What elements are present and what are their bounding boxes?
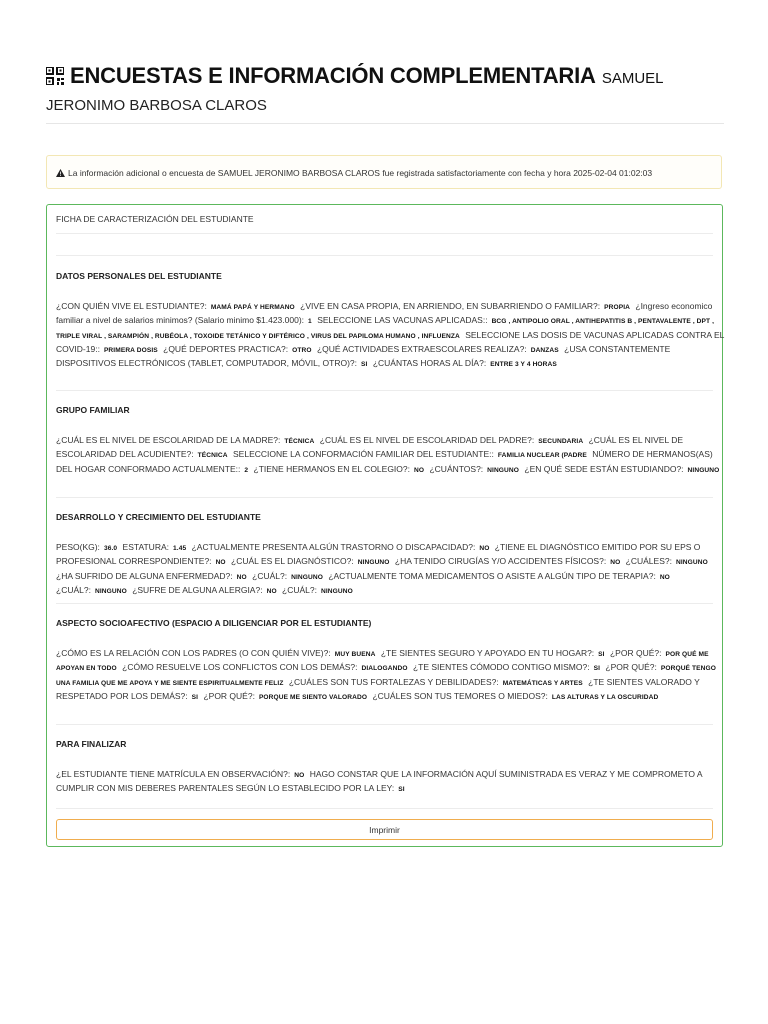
section-desarrollo [56, 512, 726, 598]
answer-value: 1.45 [173, 545, 187, 552]
question-label: ¿TE SIENTES CÓMODO CONTIGO MISMO?: [412, 662, 590, 673]
answer-value: NINGUNO [94, 587, 127, 595]
answer-value: NO [479, 545, 490, 552]
alert-text: La información adicional o encuesta de SAMUEL JERONIMO BARBOSA CLAROS fue registrada satisfactoriamente con fecha y hora 2025-02-04 01:02:03 [68, 168, 653, 178]
question-label: NÚMERO DE HERMANOS(AS) DEL HOGAR CONFORMADO ACTUALMENTE:: [56, 449, 713, 474]
answer-value: SECUNDARIA [538, 438, 584, 445]
answer-value: LAS ALTURAS Y LA OSCURIDAD [551, 693, 659, 701]
answer-value: NINGUNO [487, 466, 519, 474]
question-label: ¿CUÁNTAS HORAS AL DÍA?: [372, 358, 487, 369]
question-label: ¿CUÁNTOS?: [429, 463, 484, 474]
divider [56, 255, 713, 256]
answer-value: OTRO [292, 346, 312, 354]
answer-value: NO [266, 587, 277, 595]
question-label: SELECCIONE LAS VACUNAS APLICADAS:: [317, 315, 488, 326]
card-title: FICHA DE CARACTERIZACIÓN DEL ESTUDIANTE [56, 214, 254, 224]
student-name-part2: JERONIMO BARBOSA CLAROS [46, 97, 267, 114]
section-title: ASPECTO SOCIOAFECTIVO (ESPACIO A DILIGENCIAR POR EL ESTUDIANTE) [56, 618, 372, 628]
answer-value: NINGUNO [675, 559, 708, 567]
section-title: GRUPO FAMILIAR [56, 405, 130, 415]
answer-value: NO [215, 559, 226, 567]
answer-value: SI [191, 693, 199, 701]
answer-value: NO [294, 772, 305, 779]
success-alert [46, 155, 722, 189]
title-text: ENCUESTAS E INFORMACIÓN COMPLEMENTARIA [70, 63, 596, 88]
question-label: ¿EL ESTUDIANTE TIENE MATRÍCULA EN OBSERVACIÓN?: [56, 769, 291, 779]
answer-value: MUY BUENA [334, 651, 376, 658]
answer-value: SI [593, 665, 601, 673]
question-label: ¿CÓMO ES LA RELACIÓN CON LOS PADRES (O CON QUIÉN VIVE)?: [56, 648, 331, 658]
question-label: ¿SUFRE DE ALGUNA ALERGIA?: [132, 584, 263, 595]
answer-value: PORQUE ME SIENTO VALORADO [258, 693, 368, 701]
divider [56, 497, 713, 498]
question-label: ESTATURA: [122, 542, 169, 552]
answer-value: NINGUNO [291, 573, 323, 581]
answer-value: NINGUNO [687, 466, 720, 474]
warning-icon [56, 157, 65, 191]
question-label: ¿VIVE EN CASA PROPIA, EN ARRIENDO, EN SUBARRIENDO O FAMILIAR?: [300, 301, 601, 311]
answer-value: SI [398, 786, 405, 794]
answer-value: PRIMERA DOSIS [103, 346, 158, 354]
answer-value: 36.0 [103, 545, 118, 552]
question-label: ¿CÓMO RESUELVE LOS CONFLICTOS CON LOS DEMÁS?: [122, 662, 358, 673]
question-label: ¿QUÉ ACTIVIDADES EXTRAESCOLARES REALIZA?: [316, 343, 527, 354]
question-label: ¿CUÁL ES EL NIVEL DE ESCOLARIDAD DE LA MADRE?: [56, 435, 281, 445]
answer-value: NINGUNO [357, 559, 390, 567]
question-label: ¿TIENE HERMANOS EN EL COLEGIO?: [253, 463, 410, 474]
divider [56, 390, 713, 391]
question-label: ¿POR QUÉ?: [203, 690, 255, 701]
answer-value: NO [236, 573, 247, 581]
question-label: ¿CUÁL?: [56, 584, 91, 595]
answer-value: 1 [308, 318, 312, 326]
divider [56, 808, 713, 809]
question-label: ¿CUÁLES?: [625, 556, 672, 567]
question-label: PESO(KG): [56, 542, 100, 552]
answer-value: NO [414, 466, 425, 474]
answer-value: DIALOGANDO [361, 665, 408, 673]
question-label: ¿POR QUÉ?: [605, 662, 657, 673]
section-body [56, 434, 726, 477]
survey-card [46, 204, 723, 847]
answer-value: SI [361, 361, 368, 369]
question-label: SELECCIONE LA CONFORMACIÓN FAMILIAR DEL ESTUDIANTE:: [233, 449, 494, 460]
student-name-part1: SAMUEL [601, 70, 664, 87]
section-para-finalizar [56, 739, 726, 797]
answer-value: NINGUNO [321, 587, 353, 595]
page-header [46, 62, 726, 114]
section-body [56, 768, 726, 797]
question-label: ¿TIENE EL DIAGNÓSTICO EMITIDO POR SU EPS O PROFESIONAL CORRESPONDIENTE?: [56, 542, 701, 567]
answer-value: DANZAS [530, 346, 559, 354]
question-label: ¿POR QUÉ?: [609, 648, 662, 658]
divider [56, 724, 713, 725]
section-body [56, 541, 726, 598]
question-label: ¿CUÁLES SON TUS FORTALEZAS Y DEBILIDADES?: [288, 676, 499, 687]
question-label: SELECCIONE LAS DOSIS DE VACUNAS APLICADAS CONTRA EL COVID-19:: [56, 329, 725, 354]
question-label: ¿USA CONSTANTEMENTE DISPOSITIVOS ELECTRÓNICOS (TABLET, COMPUTADOR, MÓVIL, OTRO)?: [56, 343, 671, 369]
answer-value: 2 [244, 466, 249, 474]
divider [56, 603, 713, 604]
section-body [56, 647, 726, 704]
answer-value: PROPIA [604, 304, 630, 311]
section-title: DATOS PERSONALES DEL ESTUDIANTE [56, 271, 222, 281]
answer-value: TÉCNICA [284, 438, 315, 445]
answer-value: NO [610, 559, 621, 567]
answer-value: SI [598, 651, 605, 658]
question-label: ¿CUÁL ES EL NIVEL DE ESCOLARIDAD DEL ACUDIENTE?: [56, 435, 684, 460]
question-label: ¿TE SIENTES VALORADO Y RESPETADO POR LOS DEMÁS?: [56, 676, 700, 701]
answer-value: POR QUÉ ME APOYAN EN TODO [56, 651, 709, 673]
question-label: ¿QUÉ DEPORTES PRACTICA?: [163, 343, 289, 354]
answer-value: PORQUÉ TENGO UNA FAMILIA QUE ME APOYA Y ME SIENTE ESPIRITUALMENTE FELIZ [56, 665, 716, 687]
section-grupo-familiar [56, 405, 726, 477]
question-label: ¿HA SUFRIDO DE ALGUNA ENFERMEDAD?: [56, 570, 233, 581]
question-label: ¿Ingreso economico familiar a nivel de salarios minimos? (Salario minimo $1.423.000): [56, 301, 713, 326]
question-label: ¿EN QUÉ SEDE ESTÁN ESTUDIANDO?: [524, 463, 684, 474]
section-title: DESARROLLO Y CRECIMIENTO DEL ESTUDIANTE [56, 512, 261, 522]
section-socioafectivo [56, 618, 726, 704]
question-label: ¿TE SIENTES SEGURO Y APOYADO EN TU HOGAR?: [380, 648, 595, 658]
answer-value: FAMILIA NUCLEAR (PADRE [497, 452, 587, 460]
print-button[interactable]: Imprimir [56, 819, 713, 840]
section-title: PARA FINALIZAR [56, 739, 127, 749]
question-label: HAGO CONSTAR QUE LA INFORMACIÓN AQUÍ SUMINISTRADA ES VERAZ Y ME COMPROMETO A CUMPLIR CON MIS DEBERES PARENTALES SEGÚN LO ESTABLECIDO POR LA LEY: [56, 769, 703, 794]
answer-value: BCG , ANTIPOLIO ORAL , ANTIHEPATITIS B , PENTAVALENTE , DPT , TRIPLE VIRAL , SARAMPIÓN , RUBÉOLA , TOXOIDE TETÁNICO Y DIFTÉRICO , VIRUS DEL PAPILOMA HUMANO , INFLUENZA [56, 318, 715, 340]
question-label: ¿CON QUIÉN VIVE EL ESTUDIANTE?: [56, 301, 207, 311]
header-divider [46, 123, 724, 124]
page-title [46, 62, 726, 93]
question-label: ¿CUÁLES SON TUS TEMORES O MIEDOS?: [372, 690, 548, 701]
question-label: ¿ACTUALMENTE TOMA MEDICAMENTOS O ASISTE A ALGÚN TIPO DE TERAPIA?: [328, 570, 656, 581]
question-label: ¿CUÁL ES EL DIAGNÓSTICO?: [231, 556, 354, 567]
section-datos-personales [56, 271, 726, 371]
question-label: ¿CUÁL?: [252, 570, 288, 581]
section-body [56, 300, 726, 371]
answer-value: NO [659, 573, 670, 581]
answer-value: TÉCNICA [197, 452, 228, 460]
divider [56, 233, 713, 234]
answer-value: MAMÁ PAPÁ Y HERMANO [210, 304, 295, 311]
answer-value: ENTRE 3 Y 4 HORAS [490, 361, 557, 369]
question-label: ¿HA TENIDO CIRUGÍAS Y/O ACCIDENTES FÍSICOS?: [394, 556, 607, 567]
question-label: ¿CUÁL?: [282, 584, 318, 595]
question-label: ¿CUÁL ES EL NIVEL DE ESCOLARIDAD DEL PADRE?: [319, 435, 535, 445]
question-label: ¿ACTUALMENTE PRESENTA ALGÚN TRASTORNO O DISCAPACIDAD?: [191, 542, 476, 552]
answer-value: MATEMÁTICAS Y ARTES [502, 679, 583, 687]
qr-code-icon [46, 64, 64, 82]
